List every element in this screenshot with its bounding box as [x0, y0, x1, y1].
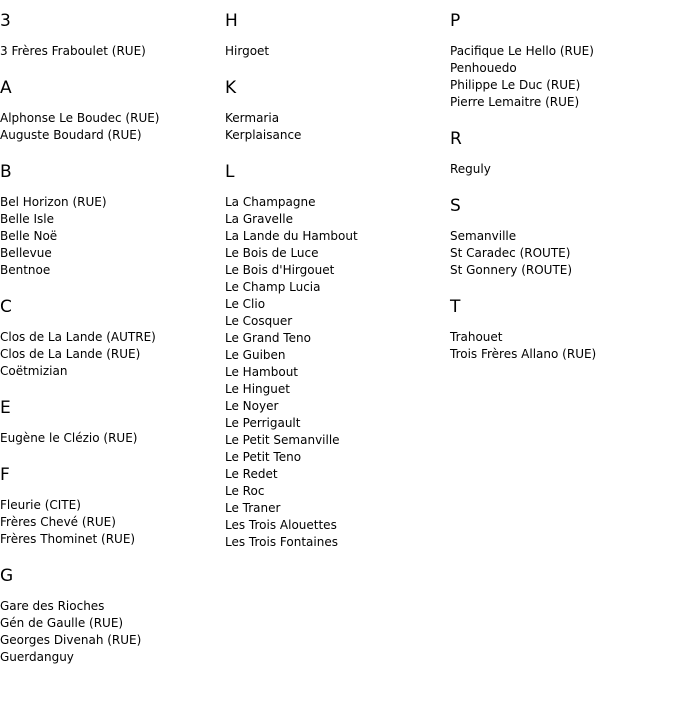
letter-group: [225, 78, 445, 144]
street-link[interactable]: Les Trois Alouettes: [225, 518, 337, 532]
letter-heading: S: [450, 196, 461, 216]
street-link[interactable]: St Gonnery (ROUTE): [450, 263, 573, 277]
letter-group: [450, 129, 670, 178]
letter-group: [0, 297, 220, 380]
street-link[interactable]: Semanville: [450, 229, 517, 243]
letter-group: [0, 78, 220, 144]
street-link[interactable]: Fleurie (CITE): [0, 498, 81, 512]
letter-group: [450, 297, 670, 363]
street-list: [450, 329, 670, 363]
street-link[interactable]: La Lande du Hambout: [225, 229, 358, 243]
street-link[interactable]: Trahouet: [450, 330, 503, 344]
street-link[interactable]: Clos de La Lande (AUTRE): [0, 330, 156, 344]
street-link[interactable]: Clos de La Lande (RUE): [0, 347, 141, 361]
street-link[interactable]: Pierre Lemaitre (RUE): [450, 95, 580, 109]
street-link[interactable]: Gare des Rioches: [0, 599, 105, 613]
street-list: [450, 43, 670, 111]
street-link[interactable]: Bellevue: [0, 246, 52, 260]
street-link[interactable]: Le Noyer: [225, 399, 279, 413]
street-link[interactable]: Frères Chevé (RUE): [0, 515, 116, 529]
letter-group: [0, 162, 220, 279]
street-link[interactable]: Le Cosquer: [225, 314, 293, 328]
street-link[interactable]: Le Traner: [225, 501, 281, 515]
letter-heading: B: [0, 162, 12, 182]
street-list: [0, 194, 220, 279]
index-column-1: [0, 0, 220, 666]
street-link[interactable]: Trois Frères Allano (RUE): [450, 347, 597, 361]
street-link[interactable]: Le Petit Semanville: [225, 433, 340, 447]
street-list: [225, 110, 445, 144]
street-link[interactable]: Le Bois d'Hirgouet: [225, 263, 335, 277]
street-link[interactable]: Le Guiben: [225, 348, 286, 362]
letter-heading: C: [0, 297, 12, 317]
letter-group: [0, 566, 220, 666]
street-list: [0, 43, 220, 60]
letter-group: [0, 465, 220, 548]
index-column-3: [450, 0, 670, 363]
letter-group: [225, 11, 445, 60]
street-link[interactable]: Hirgoet: [225, 44, 270, 58]
street-link[interactable]: Auguste Boudard (RUE): [0, 128, 142, 142]
street-link[interactable]: Georges Divenah (RUE): [0, 633, 142, 647]
letter-heading: R: [450, 129, 462, 149]
street-link[interactable]: Le Bois de Luce: [225, 246, 319, 260]
letter-heading: P: [450, 11, 461, 31]
street-list: [0, 329, 220, 380]
letter-heading: H: [225, 11, 238, 31]
street-link[interactable]: Kerplaisance: [225, 128, 302, 142]
street-link[interactable]: Alphonse Le Boudec (RUE): [0, 111, 160, 125]
letter-group: [450, 196, 670, 279]
letter-heading: A: [0, 78, 12, 98]
letter-heading: L: [225, 162, 235, 182]
street-link[interactable]: Le Grand Teno: [225, 331, 311, 345]
street-link[interactable]: Le Hambout: [225, 365, 299, 379]
letter-heading: G: [0, 566, 14, 586]
street-link[interactable]: Les Trois Fontaines: [225, 535, 338, 549]
street-list: [0, 497, 220, 548]
letter-group: [225, 162, 445, 551]
street-link[interactable]: La Gravelle: [225, 212, 293, 226]
street-link[interactable]: 3 Frères Fraboulet (RUE): [0, 44, 146, 58]
street-link[interactable]: Le Perrigault: [225, 416, 301, 430]
street-link[interactable]: Reguly: [450, 162, 491, 176]
street-link[interactable]: La Champagne: [225, 195, 316, 209]
street-link[interactable]: Bel Horizon (RUE): [0, 195, 107, 209]
street-link[interactable]: Belle Noë: [0, 229, 58, 243]
letter-group: [0, 398, 220, 447]
street-link[interactable]: Le Clio: [225, 297, 266, 311]
street-list: [0, 430, 220, 447]
letter-group: [450, 11, 670, 111]
street-link[interactable]: Le Petit Teno: [225, 450, 302, 464]
street-link[interactable]: Le Redet: [225, 467, 278, 481]
street-list: [450, 161, 670, 178]
letter-heading: F: [0, 465, 10, 485]
street-link[interactable]: Le Hinguet: [225, 382, 290, 396]
letter-group: [0, 11, 220, 60]
street-list: [0, 598, 220, 666]
letter-heading: K: [225, 78, 237, 98]
street-link[interactable]: Frères Thominet (RUE): [0, 532, 136, 546]
street-list: [225, 194, 445, 551]
street-link[interactable]: Bentnoe: [0, 263, 51, 277]
index-column-2: [225, 0, 445, 551]
street-link[interactable]: Philippe Le Duc (RUE): [450, 78, 581, 92]
street-link[interactable]: Penhouedo: [450, 61, 517, 75]
street-link[interactable]: Le Roc: [225, 484, 265, 498]
letter-heading: T: [450, 297, 461, 317]
street-link[interactable]: Guerdanguy: [0, 650, 74, 664]
street-list: [450, 228, 670, 279]
street-list: [0, 110, 220, 144]
street-link[interactable]: Kermaria: [225, 111, 280, 125]
street-link[interactable]: Le Champ Lucia: [225, 280, 321, 294]
street-link[interactable]: Pacifique Le Hello (RUE): [450, 44, 594, 58]
street-list: [225, 43, 445, 60]
street-link[interactable]: St Caradec (ROUTE): [450, 246, 571, 260]
letter-heading: 3: [0, 11, 11, 31]
street-link[interactable]: Belle Isle: [0, 212, 54, 226]
street-link[interactable]: Coëtmizian: [0, 364, 68, 378]
street-link[interactable]: Eugène le Clézio (RUE): [0, 431, 138, 445]
letter-heading: E: [0, 398, 11, 418]
street-link[interactable]: Gén de Gaulle (RUE): [0, 616, 124, 630]
